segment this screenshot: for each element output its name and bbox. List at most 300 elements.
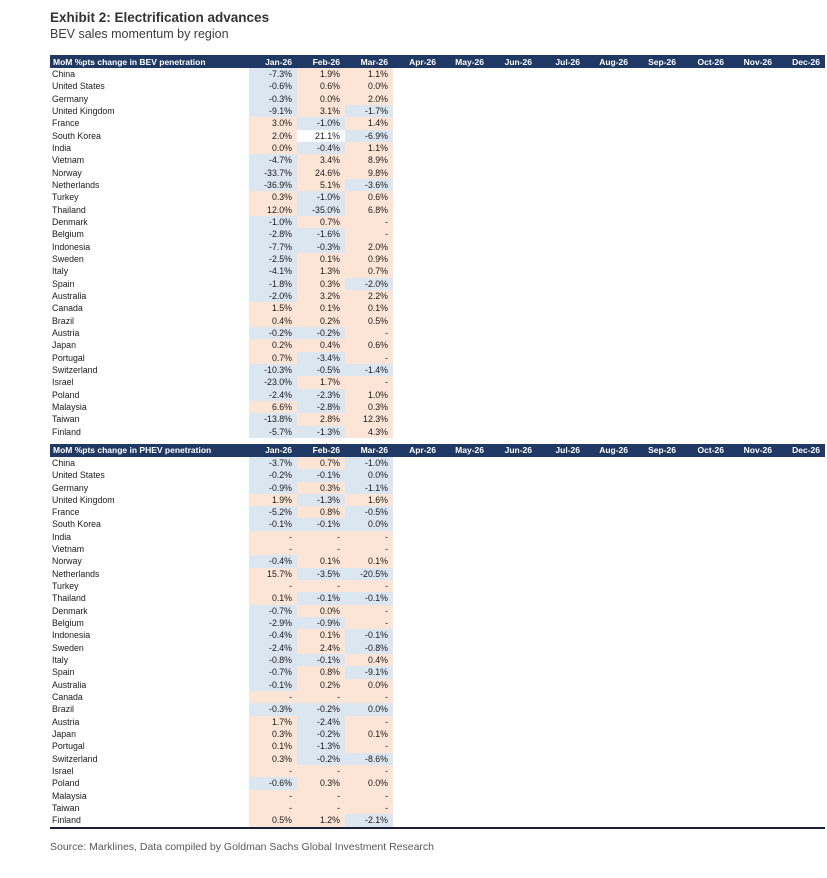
empty-cell [729, 543, 777, 555]
value-cell: 0.7% [297, 457, 345, 469]
value-cell: 1.9% [249, 494, 297, 506]
empty-cell [537, 80, 585, 92]
empty-cell [537, 93, 585, 105]
empty-cell [489, 716, 537, 728]
table-row [50, 777, 825, 789]
value-cell: 0.2% [297, 315, 345, 327]
empty-cell [489, 592, 537, 604]
empty-cell [633, 426, 681, 438]
empty-cell [633, 605, 681, 617]
empty-cell [633, 716, 681, 728]
empty-cell [729, 494, 777, 506]
empty-cell [729, 642, 777, 654]
value-cell: 0.1% [345, 555, 393, 567]
empty-cell [441, 580, 489, 592]
empty-cell [681, 703, 729, 715]
empty-cell [777, 228, 825, 240]
value-cell: -0.8% [345, 642, 393, 654]
value-cell: 0.5% [345, 315, 393, 327]
empty-cell [489, 93, 537, 105]
empty-cell [489, 130, 537, 142]
empty-cell [777, 629, 825, 641]
value-cell: -0.2% [297, 327, 345, 339]
value-cell: 15.7% [249, 568, 297, 580]
empty-cell [393, 543, 441, 555]
empty-cell [681, 130, 729, 142]
empty-cell [777, 666, 825, 678]
empty-cell [537, 265, 585, 277]
empty-cell [633, 494, 681, 506]
empty-cell [777, 216, 825, 228]
empty-cell [681, 531, 729, 543]
empty-cell [585, 364, 633, 376]
empty-cell [441, 191, 489, 203]
empty-cell [633, 241, 681, 253]
empty-cell [729, 401, 777, 413]
empty-cell [537, 142, 585, 154]
empty-cell [393, 679, 441, 691]
region-cell: Germany [52, 482, 89, 493]
value-cell: - [345, 790, 393, 802]
value-cell: -0.1% [297, 518, 345, 530]
value-cell: -5.2% [249, 506, 297, 518]
empty-cell [393, 716, 441, 728]
empty-cell [681, 179, 729, 191]
value-cell: -0.1% [297, 469, 345, 481]
empty-cell [441, 691, 489, 703]
empty-cell [729, 93, 777, 105]
value-cell: 9.8% [345, 167, 393, 179]
empty-cell [585, 716, 633, 728]
empty-cell [681, 592, 729, 604]
empty-cell [633, 580, 681, 592]
value-cell: - [249, 802, 297, 814]
empty-cell [393, 80, 441, 92]
empty-cell [585, 790, 633, 802]
empty-cell [729, 278, 777, 290]
value-cell: -0.3% [249, 703, 297, 715]
empty-cell [537, 728, 585, 740]
empty-cell [681, 389, 729, 401]
empty-cell [585, 728, 633, 740]
empty-cell [585, 339, 633, 351]
empty-cell [441, 68, 489, 80]
empty-cell [729, 204, 777, 216]
empty-cell [441, 228, 489, 240]
empty-cell [585, 204, 633, 216]
empty-cell [777, 506, 825, 518]
table-row [50, 426, 825, 438]
value-cell: - [345, 765, 393, 777]
value-cell: 1.7% [297, 376, 345, 388]
empty-cell [729, 68, 777, 80]
value-cell: -3.4% [297, 352, 345, 364]
table-row [50, 716, 825, 728]
region-cell: Malaysia [52, 790, 87, 801]
empty-cell [489, 494, 537, 506]
empty-cell [537, 580, 585, 592]
empty-cell [537, 290, 585, 302]
value-cell: - [297, 790, 345, 802]
value-cell: 3.1% [297, 105, 345, 117]
empty-cell [729, 740, 777, 752]
empty-cell [489, 506, 537, 518]
empty-cell [777, 482, 825, 494]
empty-cell [633, 506, 681, 518]
value-cell: -2.0% [249, 290, 297, 302]
empty-cell [585, 68, 633, 80]
empty-cell [393, 728, 441, 740]
table-row [50, 531, 825, 543]
empty-cell [489, 364, 537, 376]
region-cell: Finland [50, 814, 249, 827]
value-cell: - [345, 352, 393, 364]
empty-cell [393, 179, 441, 191]
empty-cell [585, 265, 633, 277]
empty-cell [633, 802, 681, 814]
region-cell: Poland [52, 778, 80, 789]
empty-cell [393, 592, 441, 604]
empty-cell [729, 80, 777, 92]
empty-cell [489, 605, 537, 617]
table-row [50, 413, 825, 425]
month-header: Dec-26 [777, 55, 825, 68]
table-row [50, 228, 825, 240]
empty-cell [585, 543, 633, 555]
empty-cell [393, 518, 441, 530]
empty-cell [441, 592, 489, 604]
value-cell: 0.0% [249, 142, 297, 154]
empty-cell [777, 68, 825, 80]
value-cell: 0.7% [249, 352, 297, 364]
region-cell: Sweden [52, 253, 84, 264]
value-cell: -2.0% [345, 278, 393, 290]
empty-cell [537, 154, 585, 166]
empty-cell [393, 154, 441, 166]
empty-cell [777, 364, 825, 376]
empty-cell [441, 753, 489, 765]
value-cell: 0.3% [345, 401, 393, 413]
table-row [50, 666, 825, 678]
region-cell: United States [52, 81, 105, 92]
value-cell: - [345, 543, 393, 555]
empty-cell [681, 426, 729, 438]
value-cell: -5.7% [249, 426, 297, 438]
empty-cell [441, 130, 489, 142]
empty-cell [489, 568, 537, 580]
empty-cell [729, 315, 777, 327]
empty-cell [777, 315, 825, 327]
empty-cell [441, 703, 489, 715]
empty-cell [777, 253, 825, 265]
empty-cell [729, 531, 777, 543]
empty-cell [441, 506, 489, 518]
empty-cell [681, 629, 729, 641]
phev-table [50, 444, 825, 829]
region-cell: Canada [52, 303, 83, 314]
empty-cell [585, 679, 633, 691]
value-cell: -1.3% [297, 740, 345, 752]
empty-cell [777, 117, 825, 129]
empty-cell [777, 290, 825, 302]
empty-cell [537, 315, 585, 327]
empty-cell [393, 753, 441, 765]
table-row [50, 265, 825, 277]
value-cell: -2.8% [249, 228, 297, 240]
empty-cell [441, 469, 489, 481]
empty-cell [537, 691, 585, 703]
empty-cell [633, 302, 681, 314]
value-cell: 1.5% [249, 302, 297, 314]
empty-cell [777, 339, 825, 351]
empty-cell [633, 691, 681, 703]
empty-cell [537, 679, 585, 691]
empty-cell [441, 555, 489, 567]
empty-cell [489, 679, 537, 691]
empty-cell [729, 679, 777, 691]
empty-cell [681, 315, 729, 327]
empty-cell [537, 703, 585, 715]
empty-cell [393, 117, 441, 129]
empty-cell [393, 413, 441, 425]
empty-cell [585, 814, 633, 827]
empty-cell [537, 814, 585, 827]
empty-cell [537, 278, 585, 290]
empty-cell [585, 777, 633, 789]
empty-cell [441, 216, 489, 228]
empty-cell [393, 814, 441, 827]
empty-cell [489, 469, 537, 481]
empty-cell [777, 265, 825, 277]
value-cell: - [345, 531, 393, 543]
empty-cell [441, 814, 489, 827]
value-cell: -3.5% [297, 568, 345, 580]
empty-cell [537, 777, 585, 789]
empty-cell [633, 555, 681, 567]
value-cell: -6.9% [345, 130, 393, 142]
region-cell: South Korea [52, 130, 101, 141]
empty-cell [537, 617, 585, 629]
region-cell: Spain [52, 667, 75, 678]
empty-cell [393, 228, 441, 240]
empty-cell [729, 265, 777, 277]
empty-cell [393, 426, 441, 438]
empty-cell [441, 315, 489, 327]
value-cell: -3.6% [345, 179, 393, 191]
empty-cell [777, 352, 825, 364]
table-row [50, 68, 825, 80]
region-cell: Denmark [52, 605, 88, 616]
empty-cell [441, 413, 489, 425]
empty-cell [681, 302, 729, 314]
empty-cell [537, 469, 585, 481]
empty-cell [393, 691, 441, 703]
empty-cell [537, 629, 585, 641]
empty-cell [441, 518, 489, 530]
region-cell: Italy [52, 655, 69, 666]
value-cell: - [249, 531, 297, 543]
empty-cell [489, 617, 537, 629]
empty-cell [729, 506, 777, 518]
empty-cell [777, 543, 825, 555]
empty-cell [729, 142, 777, 154]
empty-cell [633, 790, 681, 802]
month-header: Mar-26 [345, 55, 393, 68]
empty-cell [489, 765, 537, 777]
empty-cell [393, 327, 441, 339]
empty-cell [681, 352, 729, 364]
empty-cell [633, 315, 681, 327]
empty-cell [585, 740, 633, 752]
empty-cell [777, 555, 825, 567]
value-cell: 0.2% [249, 339, 297, 351]
empty-cell [537, 352, 585, 364]
empty-cell [729, 765, 777, 777]
empty-cell [441, 376, 489, 388]
value-cell: 0.3% [297, 278, 345, 290]
empty-cell [777, 142, 825, 154]
region-cell: Austria [52, 716, 80, 727]
region-cell: India [52, 142, 72, 153]
empty-cell [537, 494, 585, 506]
value-cell: 0.1% [297, 555, 345, 567]
empty-cell [489, 315, 537, 327]
empty-cell [489, 290, 537, 302]
empty-cell [729, 605, 777, 617]
value-cell: 0.3% [249, 191, 297, 203]
value-cell: 1.9% [297, 68, 345, 80]
empty-cell [777, 642, 825, 654]
value-cell: -0.1% [297, 592, 345, 604]
empty-cell [537, 179, 585, 191]
month-header: Jan-26 [249, 444, 297, 457]
empty-cell [489, 265, 537, 277]
table-row [50, 216, 825, 228]
empty-cell [489, 401, 537, 413]
value-cell: - [297, 691, 345, 703]
empty-cell [633, 228, 681, 240]
month-header: Sep-26 [633, 55, 681, 68]
empty-cell [681, 376, 729, 388]
empty-cell [585, 568, 633, 580]
empty-cell [441, 290, 489, 302]
empty-cell [633, 364, 681, 376]
region-cell: Thailand [52, 593, 86, 604]
empty-cell [537, 389, 585, 401]
value-cell: - [345, 716, 393, 728]
region-cell: United Kingdom [52, 105, 115, 116]
empty-cell [633, 469, 681, 481]
empty-cell [633, 728, 681, 740]
value-cell: 4.3% [345, 426, 393, 438]
table-row [50, 315, 825, 327]
table-title-cell: MoM %pts change in PHEV penetration [50, 444, 249, 457]
value-cell: -4.7% [249, 154, 297, 166]
empty-cell [681, 777, 729, 789]
source-note: Source: Marklines, Data compiled by Goldman Sachs Global Investment Research [50, 840, 435, 853]
empty-cell [585, 253, 633, 265]
region-cell: Thailand [52, 204, 86, 215]
region-cell: India [52, 531, 72, 542]
empty-cell [777, 167, 825, 179]
empty-cell [393, 506, 441, 518]
empty-cell [633, 765, 681, 777]
empty-cell [537, 228, 585, 240]
empty-cell [537, 518, 585, 530]
empty-cell [441, 568, 489, 580]
month-header: Jun-26 [489, 55, 537, 68]
value-cell: -7.3% [249, 68, 297, 80]
empty-cell [681, 413, 729, 425]
empty-cell [681, 642, 729, 654]
empty-cell [441, 241, 489, 253]
empty-cell [489, 105, 537, 117]
value-cell: - [345, 605, 393, 617]
empty-cell [729, 457, 777, 469]
table-row [50, 617, 825, 629]
value-cell: 0.1% [297, 629, 345, 641]
value-cell: -1.1% [345, 482, 393, 494]
month-header: Apr-26 [393, 444, 441, 457]
empty-cell [777, 204, 825, 216]
empty-cell [681, 469, 729, 481]
empty-cell [393, 68, 441, 80]
empty-cell [489, 740, 537, 752]
empty-cell [537, 191, 585, 203]
region-cell: Vietnam [52, 155, 85, 166]
table-row [50, 302, 825, 314]
empty-cell [633, 592, 681, 604]
empty-cell [681, 401, 729, 413]
value-cell: - [249, 765, 297, 777]
value-cell: 0.4% [297, 339, 345, 351]
empty-cell [441, 302, 489, 314]
value-cell: - [345, 740, 393, 752]
table-row [50, 191, 825, 203]
value-cell: -0.6% [249, 80, 297, 92]
empty-cell [681, 339, 729, 351]
empty-cell [393, 302, 441, 314]
empty-cell [393, 790, 441, 802]
empty-cell [729, 691, 777, 703]
empty-cell [585, 753, 633, 765]
empty-cell [489, 191, 537, 203]
empty-cell [393, 580, 441, 592]
empty-cell [633, 154, 681, 166]
empty-cell [585, 629, 633, 641]
empty-cell [633, 740, 681, 752]
empty-cell [489, 531, 537, 543]
empty-cell [393, 654, 441, 666]
empty-cell [633, 80, 681, 92]
empty-cell [585, 494, 633, 506]
table-row [50, 290, 825, 302]
empty-cell [489, 302, 537, 314]
region-cell: Switzerland [52, 364, 98, 375]
empty-cell [777, 703, 825, 715]
empty-cell [777, 469, 825, 481]
region-cell: Indonesia [52, 630, 91, 641]
empty-cell [585, 352, 633, 364]
table-row [50, 327, 825, 339]
value-cell: -0.9% [297, 617, 345, 629]
empty-cell [777, 679, 825, 691]
empty-cell [393, 642, 441, 654]
empty-cell [729, 253, 777, 265]
month-header: Aug-26 [585, 444, 633, 457]
region-cell: Taiwan [52, 803, 80, 814]
empty-cell [393, 494, 441, 506]
